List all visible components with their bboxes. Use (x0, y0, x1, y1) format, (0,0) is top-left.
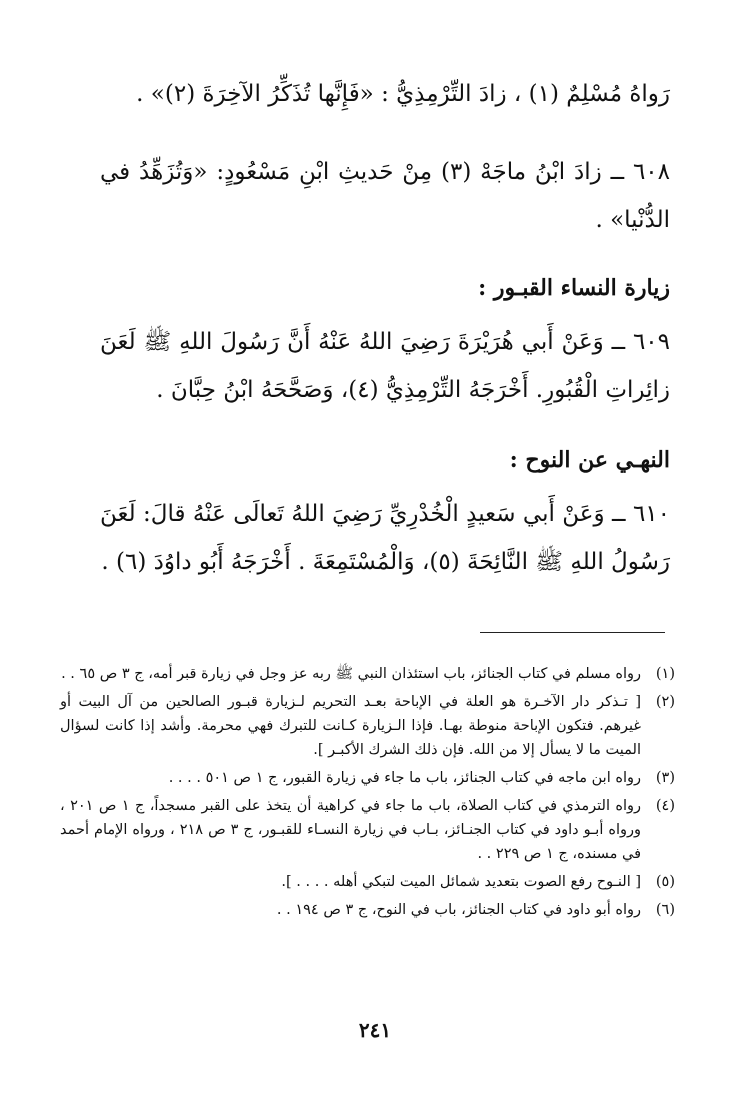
footnote-number: (٣) (655, 770, 675, 786)
footnote-text: [ تـذكر دار الآخـرة هو العلة في الإباحة بعـد التحريم لـزيارة قبـور الصالحين من آل البيت أو غيرهم. فتكون الإباحة منوطة بهـا. فإذا الـزيارة كـانت للتبرك فهي محرمة. وأشد إذا كانت لسؤال الميت ما لا يسأل إلا من الله. فإن ذلك الشرك الأكبـر ]. (60, 694, 641, 758)
footnote-1 (60, 662, 675, 686)
section-heading-prohibition-of-wailing: النهـي عن النوح : (509, 447, 670, 473)
footnote-text: رواه الترمذي في كتاب الصلاة، باب ما جاء في كراهية أن يتخذ على القبر مسجداً، ج ١ ص ٢٠١ ، ورواه أبـو داود في كتاب الجنـائز، بـاب في زيارة النسـاء للقبـور، ج ٣ ص ٢١٨ ، ورواه الإمام أحمد في مسنده، ج ١ ص ٢٢٩ . . (60, 798, 642, 862)
footnote-number: (٤) (655, 798, 675, 814)
hadith-609: ٦٠٩ ــ وَعَنْ أَبي هُرَيْرَةَ رَضِيَ اللهُ عَنْهُ أَنَّ رَسُولَ اللهِ ﷺ لَعَنَ زائِراتِ الْقُبُورِ. أَخْرَجَهُ التِّرْمِذِيُّ (٤)، وَصَحَّحَهُ ابْنُ حِبَّانَ . (100, 329, 670, 403)
footnote-text: [ النـوح رفع الصوت بتعديد شمائل الميت لتبكي أهله . . . . ]. (281, 874, 641, 890)
footnote-3 (60, 766, 675, 790)
footnote-2 (60, 690, 675, 762)
footnote-separator (480, 632, 665, 633)
hadith-paragraph-continuation: رَواهُ مُسْلِمٌ (١) ، زادَ التِّرْمِذِيُّ : «فَإِنَّها تُذَكِّرُ الآخِرَةَ (٢)» . (136, 81, 670, 107)
footnote-number: (١) (655, 666, 675, 682)
hadith-608: ٦٠٨ ــ زادَ ابْنُ ماجَهْ (٣) مِنْ حَديثِ ابْنِ مَسْعُودٍ: «وَتُزَهِّدُ في الدُّنْيا» . (100, 159, 671, 233)
footnotes (60, 662, 675, 926)
main-text (100, 70, 670, 586)
footnote-4 (60, 794, 675, 866)
footnote-text: رواه أبو داود في كتاب الجنائز، باب في النوح، ج ٣ ص ١٩٤ . . (276, 902, 641, 918)
footnote-number: (٢) (655, 694, 675, 710)
hadith-610: ٦١٠ ــ وَعَنْ أَبي سَعيدٍ الْخُدْرِيِّ رَضِيَ اللهُ تَعالَى عَنْهُ قالَ: لَعَنَ رَسُولُ اللهِ ﷺ النَّائِحَةَ (٥)، وَالْمُسْتَمِعَةَ . أَخْرَجَهُ أَبُو داوُدَ (٦) . (100, 501, 670, 575)
section-heading-women-visiting-graves: زيارة النساء القبـور : (478, 275, 670, 301)
footnote-number: (٦) (655, 902, 675, 918)
footnote-5 (60, 870, 675, 894)
footnote-text: رواه مسلم في كتاب الجنائز، باب استئذان النبي ﷺ ربه عز وجل في زيارة قبر أمه، ج ٣ ص ٦٥ . . (61, 666, 641, 682)
footnote-text: رواه ابن ماجه في كتاب الجنائز، باب ما جاء في زيارة القبور، ج ١ ص ٥٠١ . . . . (168, 770, 641, 786)
footnote-6 (60, 898, 675, 922)
page-number: ٢٤١ (358, 1018, 392, 1042)
footnote-number: (٥) (655, 874, 675, 890)
